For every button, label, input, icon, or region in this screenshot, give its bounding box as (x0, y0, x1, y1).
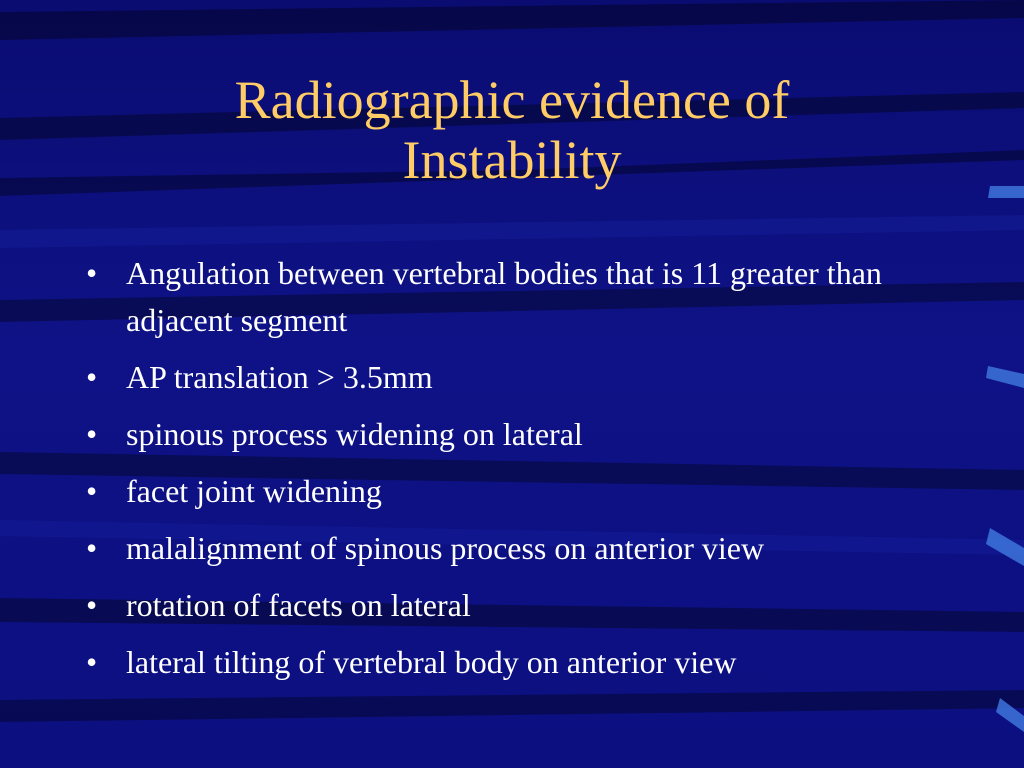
bullet-text: lateral tilting of vertebral body on anterior view (126, 644, 737, 680)
bullet-item (86, 354, 946, 401)
slide-title (80, 70, 944, 190)
bullet-item (86, 250, 946, 344)
bullet-icon: • (86, 530, 98, 566)
bullet-item (86, 468, 946, 515)
bullet-text: AP translation > 3.5mm (126, 359, 433, 395)
bullet-text: Angulation between vertebral bodies that is 11 greater than adjacent segment (126, 255, 882, 338)
bullet-icon: • (86, 255, 98, 291)
bullet-icon: • (86, 587, 98, 623)
slide-title-line-1: Radiographic evidence of (234, 70, 790, 130)
slide-title-line-2: Instability (402, 130, 622, 190)
bullet-text: malalignment of spinous process on anterior view (126, 530, 765, 566)
bullet-item (86, 525, 946, 572)
bullet-text: facet joint widening (126, 473, 382, 509)
bullet-item (86, 639, 946, 686)
bullet-icon: • (86, 416, 98, 452)
bullet-list (86, 250, 946, 696)
bullet-item (86, 582, 946, 629)
bullet-icon: • (86, 644, 98, 680)
bullet-item (86, 411, 946, 458)
bullet-text: spinous process widening on lateral (126, 416, 583, 452)
bullet-icon: • (86, 359, 98, 395)
bullet-icon: • (86, 473, 98, 509)
bullet-text: rotation of facets on lateral (126, 587, 471, 623)
